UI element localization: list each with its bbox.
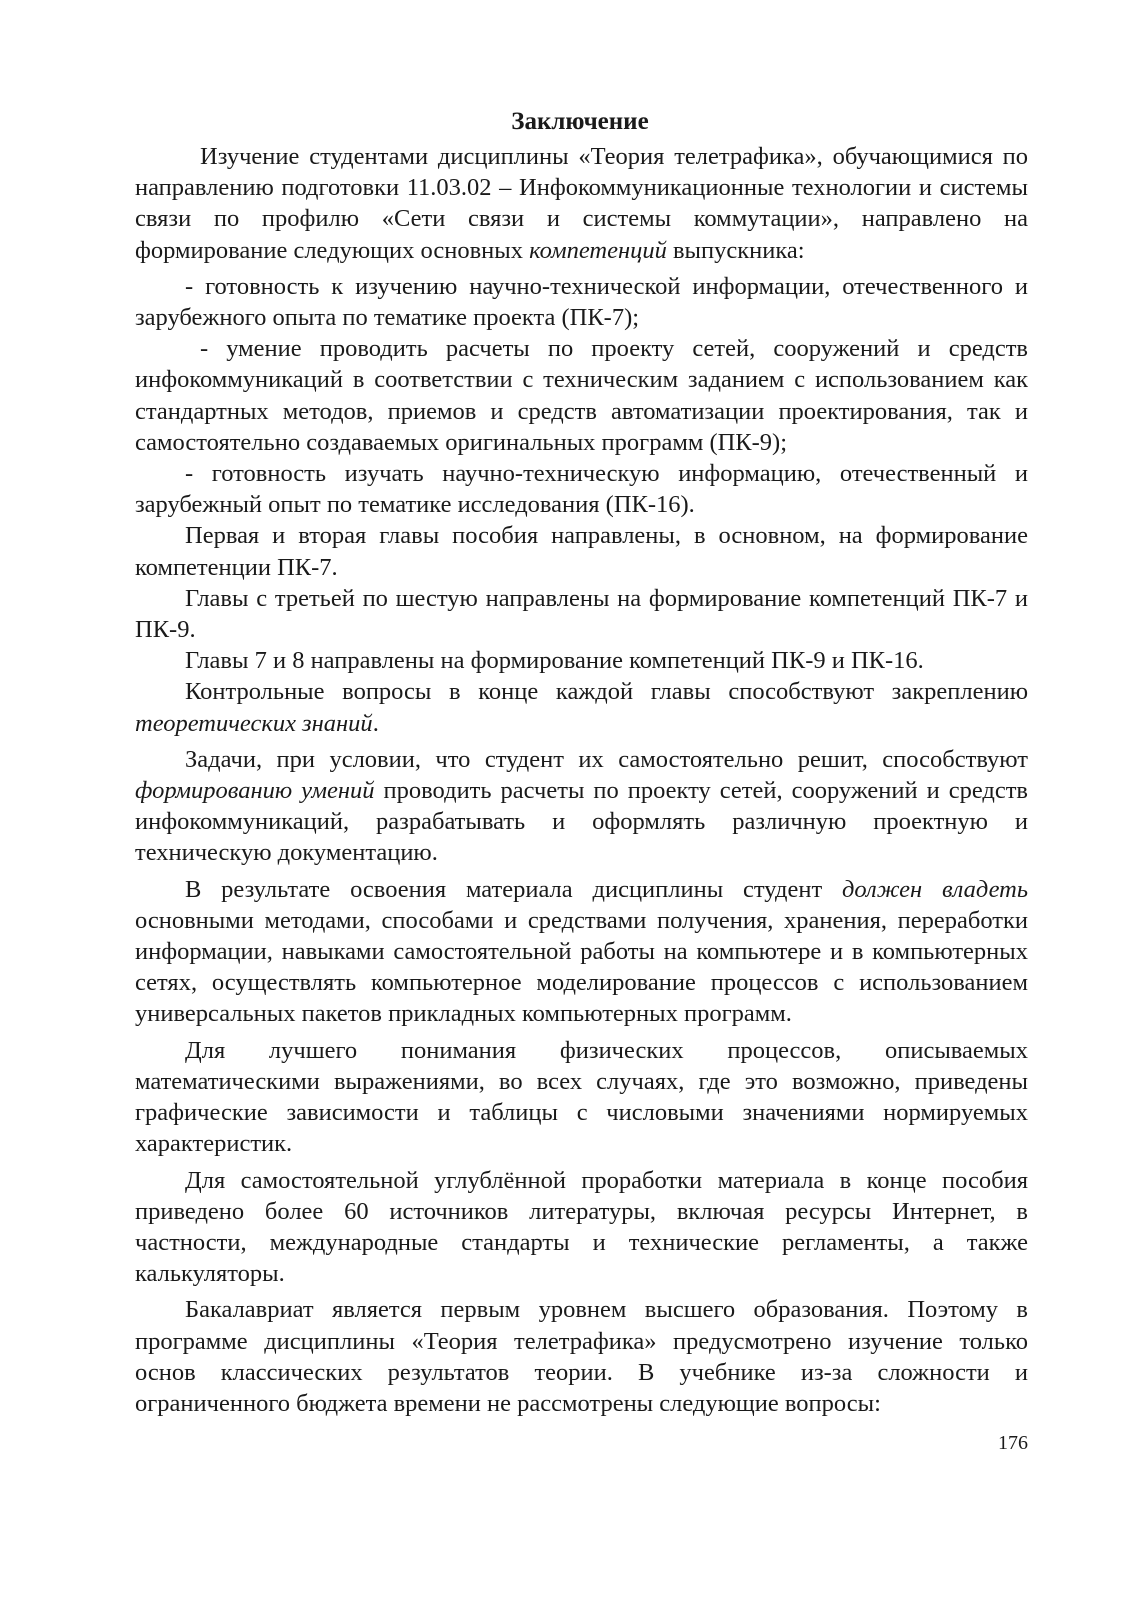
paragraph-text: основными методами, способами и средствами получения, хранения, переработки информации, навыками самостоятельной работы на компьютере и в компьютерных сетях, осуществлять компьютерное моделирование процессов с использованием универсальных пакетов прикладных компьютерных программ. (135, 906, 1028, 1028)
competence-item-pk7 (135, 271, 1028, 333)
paragraph-text: Контрольные вопросы в конце каждой главы способствуют закреплению (185, 678, 1028, 706)
emphasis-text: теоретических знаний (135, 709, 373, 737)
paragraph-text: В результате освоения материала дисциплины студент (185, 875, 842, 903)
paragraph-sources (135, 1165, 1028, 1290)
paragraph-text: Бакалавриат является первым уровнем высшего образования. Поэтому в программе дисциплины «Теория телетрафика» предусмотрено изучение только основ классических результатов теории. В учебнике из-за сложности и ограниченного бюджета времени не рассмотрены следующие вопросы: (135, 1296, 1028, 1417)
paragraph-text: выпускника: (666, 236, 805, 264)
paragraph-text: Задачи, при условии, что студент их самостоятельно решит, способствуют (185, 745, 1028, 773)
emphasis-text: должен владеть (841, 875, 1028, 903)
paragraph-control-questions (135, 676, 1028, 738)
page-number: 176 (998, 1432, 1028, 1454)
paragraph-chapters-7-8 (135, 645, 1028, 676)
paragraph-tasks (135, 744, 1028, 869)
paragraph-text: Для самостоятельной углублённой проработки материала в конце пособия приведено более 60 источников литературы, включая ресурсы Интернет, в частности, международные стандарты и технические регламенты, а также калькуляторы. (135, 1166, 1028, 1288)
paragraph-graphics (135, 1035, 1028, 1160)
paragraph-text: Главы 7 и 8 направлены на формирование компетенций ПК-9 и ПК-16. (185, 647, 924, 675)
paragraph-text: - готовность изучать научно-техническую информацию, отечественный и зарубежный опыт по тематике исследования (ПК-16). (135, 460, 1028, 519)
paragraph-outcome (135, 874, 1028, 1030)
document-body (135, 141, 1028, 1419)
paragraph-chapters-3-6 (135, 583, 1028, 645)
paragraph-text: Для лучшего понимания физических процессов, описываемых математическими выражениями, во всех случаях, где это возможно, приведены графические зависимости и таблицы с числовыми значениями нормируемых характеристик. (135, 1036, 1028, 1158)
competence-item-pk9 (135, 333, 1028, 458)
paragraph-text: Изучение студентами дисциплины «Теория телетрафика», обучающимися по направлению подготовки 11.03.02 – Инфокоммуникационные технологии и системы связи по профилю «Сети связи и системы коммутации», направлено на формирование следующих основных (135, 143, 1028, 264)
paragraph-text: Главы с третьей по шестую направлены на формирование компетенций ПК-7 и ПК-9. (135, 584, 1028, 644)
paragraph-text: - готовность к изучению научно-технической информации, отечественного и зарубежного опыта по тематике проекта (ПК-7); (135, 272, 1028, 332)
paragraph-text: Первая и вторая главы пособия направлены, в основном, на формирование компетенции ПК-7. (135, 522, 1028, 581)
paragraph-chapters-1-2 (135, 520, 1028, 582)
competence-item-pk16 (135, 458, 1028, 520)
paragraph-bachelor (135, 1294, 1028, 1419)
paragraph-text: проводить расчеты по проекту сетей, сооружений и средств инфокоммуникаций, разрабатывать и оформлять различную проектную и техническую документацию. (135, 777, 1029, 867)
page-title: Заключение (511, 108, 649, 135)
paragraph-text: . (372, 709, 379, 737)
emphasis-text: компетенций (529, 236, 667, 264)
paragraph-intro (135, 141, 1028, 266)
emphasis-text: формированию умений (135, 777, 375, 805)
paragraph-text: - умение проводить расчеты по проекту сетей, сооружений и средств инфокоммуникаций в соответствии с техническим заданием с использованием как стандартных методов, приемов и средств автоматизации проектирования, так и самостоятельно создаваемых оригинальных программ (ПК-9); (135, 335, 1028, 456)
